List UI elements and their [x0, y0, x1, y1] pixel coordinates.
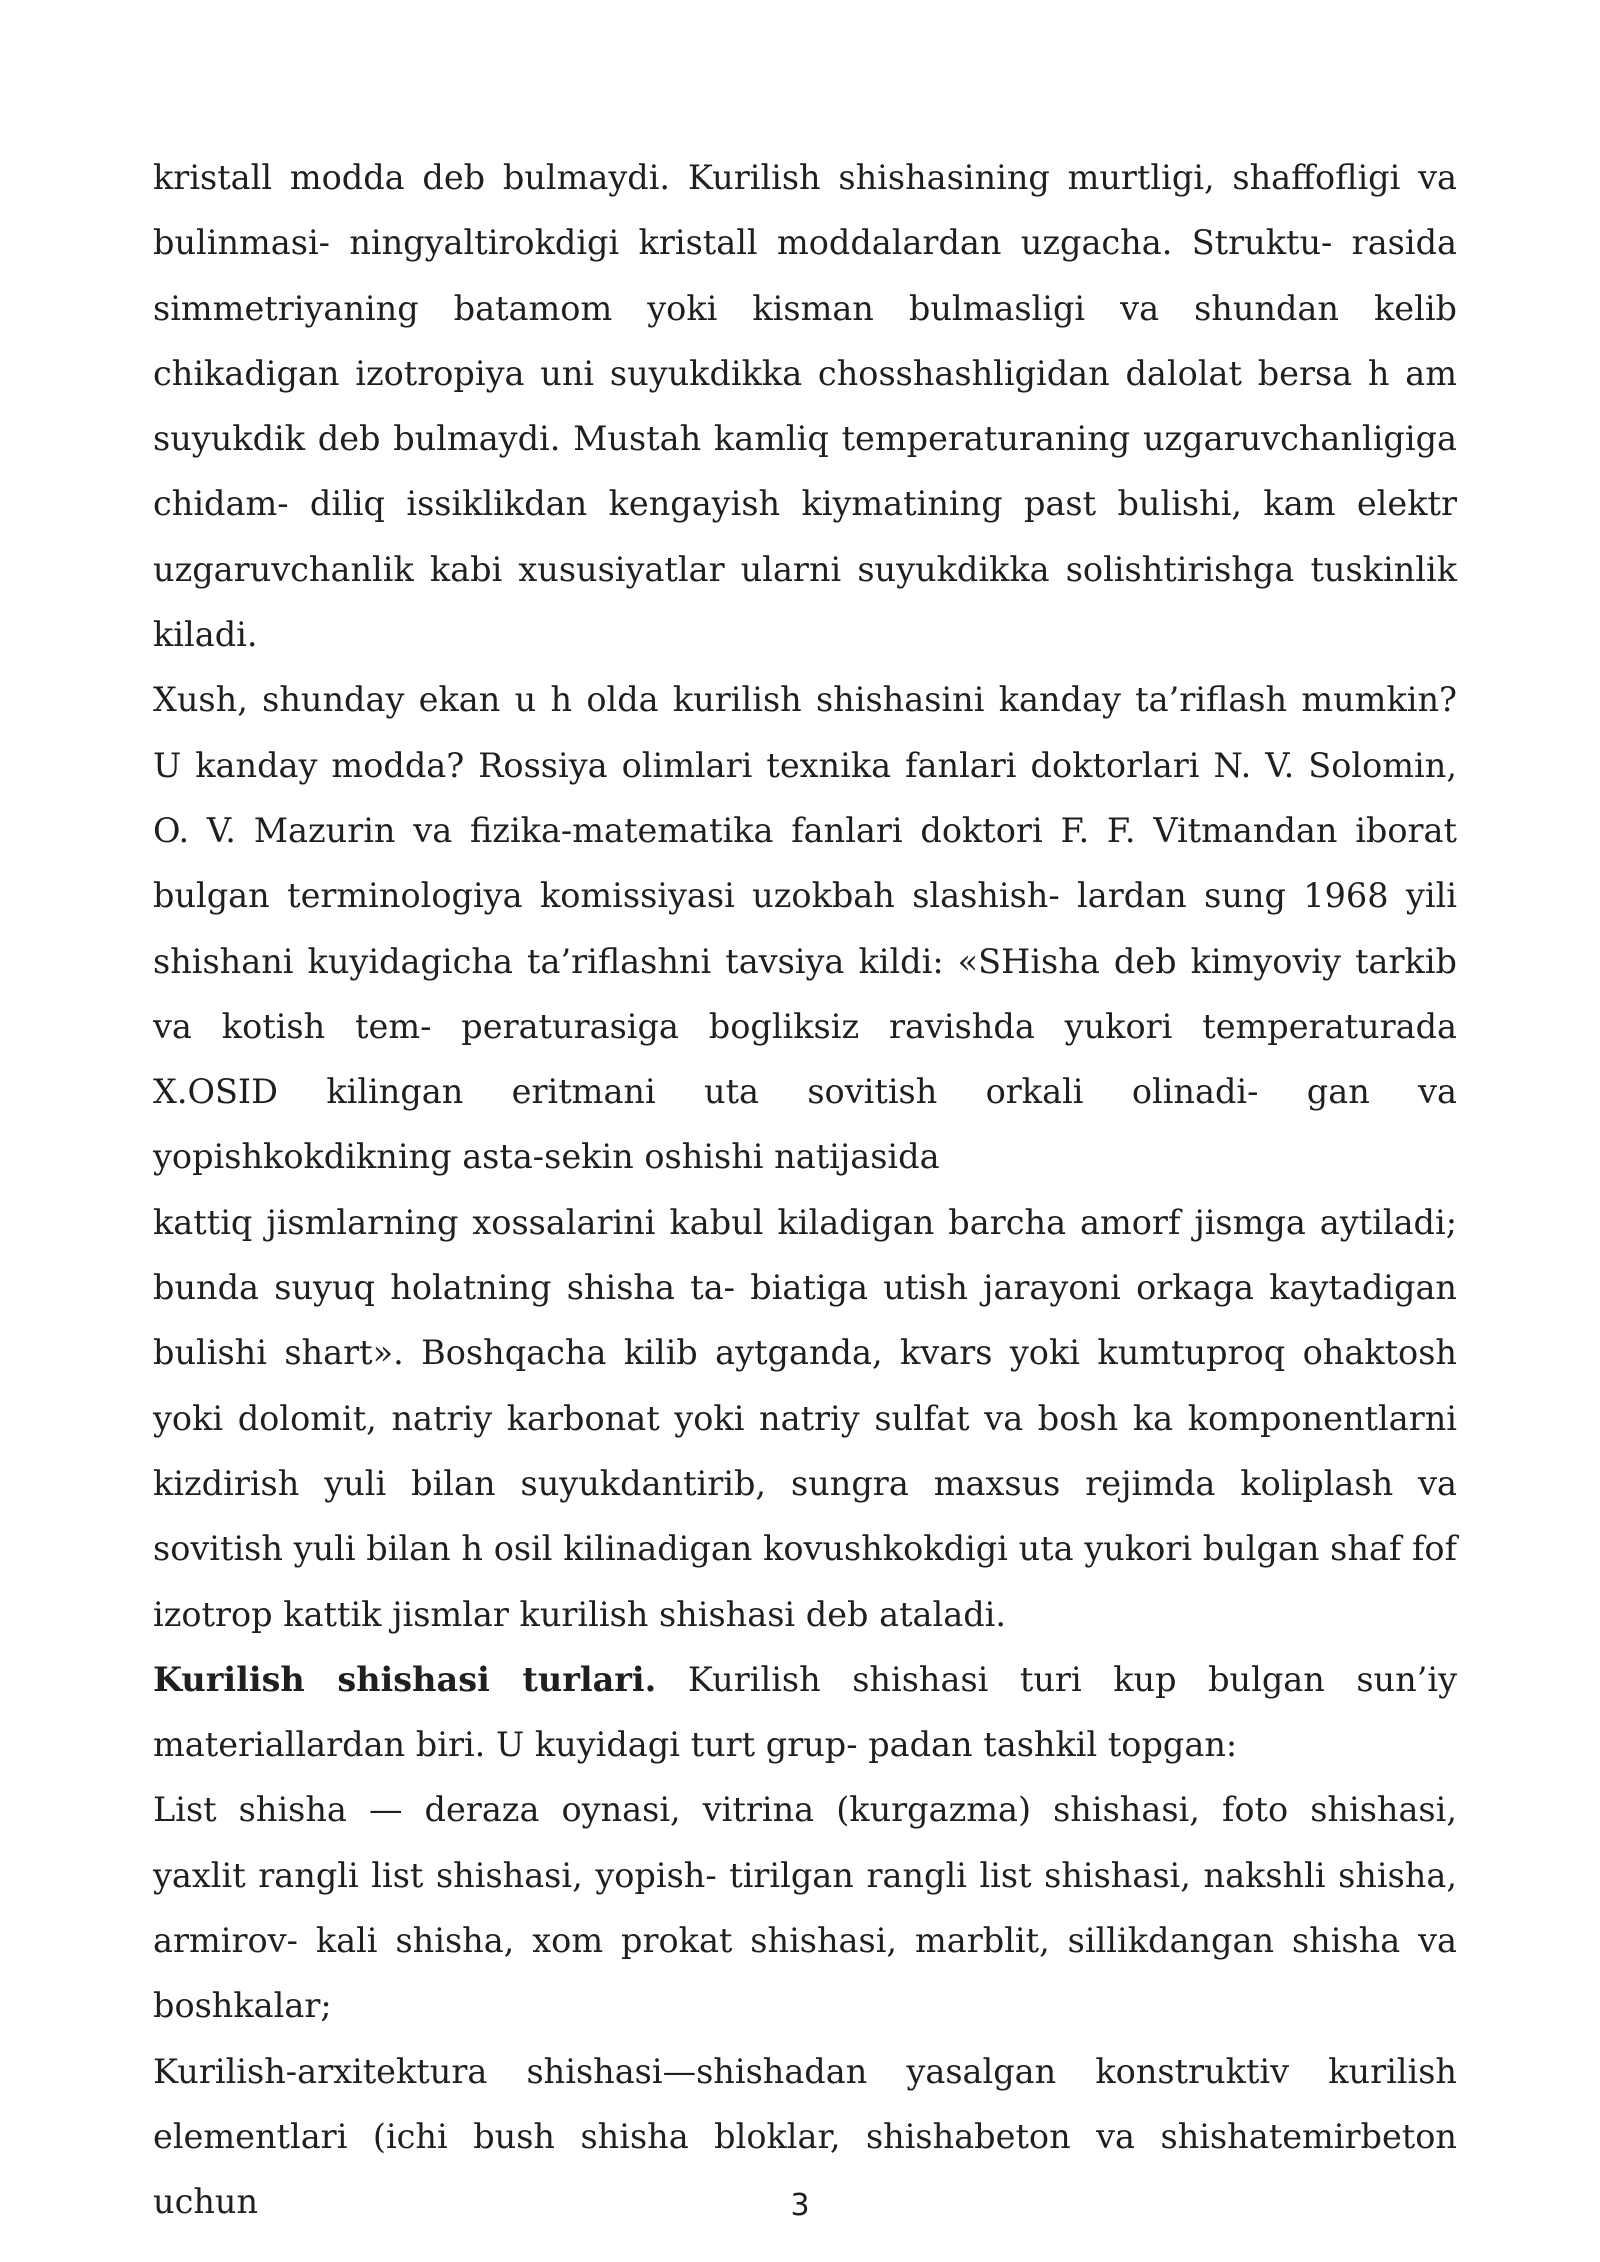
list-item-sheet-glass: List shisha — deraza oynasi, vitrina (kurgazma) shishasi, foto shishasi, yaxlit rangli list shishasi, yopish- tirilgan rangli list shishasi, nakshli shisha, armirov- kali shisha, xom prokat shishasi, marblit, sillikdangan shisha va boshkalar; [153, 1790, 1457, 2026]
section-heading: Kurilish shishasi turlari. [153, 1659, 657, 1699]
paragraph-1: kristall modda deb bulmaydi. Kurilish shishasining murtligi, shaffofligi va bulinmasi- ningyaltirokdigi kristall moddalardan uzgacha. Struktu- rasida simmetriyaning batamom yoki kisman bulmasligi va shundan kelib chikadigan izotropiya uni suyukdikka chosshashligidan dalolat bersa h am suyukdik deb bulmaydi. Mustah kamliq temperaturaning uzgaruvchanligiga chidam- diliq issiklikdan kengayish kiymatining past bulishi, kam elektr uzgaruvchanlik kabi xususiyatlar ularni suyukdikka solishtirishga tuskinlik kiladi. [153, 158, 1457, 655]
list-item-architectural-glass: Kurilish-arxitektura shishasi—shishadan yasalgan konstruktiv kurilish elementlari (ichi bush shisha bloklar, shishabeton va shishatemirbeton uchun [153, 2051, 1457, 2222]
paragraph-3: kattiq jismlarning xossalarini kabul kiladigan barcha amorf jismga aytiladi; bunda suyuq holatning shisha ta- biatiga utish jarayoni orkaga kaytadigan bulishi shart». Boshqacha kilib aytganda, kvars yoki kumtuproq ohaktosh yoki dolomit, natriy karbonat yoki natriy sulfat va bosh ka komponentlarni kizdirish yuli bilan suyukdantirib, sungra maxsus rejimda koliplash va sovitish yuli bilan h osil kilinadigan kovushkokdigi uta yukori bulgan shaf fof izotrop kattik jismlar kurilish shishasi deb ataladi. [153, 1202, 1457, 1634]
paragraph-2: Xush, shunday ekan u h olda kurilish shishasini kanday ta’riflash mumkin? U kanday modda? Rossiya olimlari texnika fanlari doktorlari N. V. Solomin, O. V. Mazurin va fizika-matematika fanlari doktori F. F. Vitmandan iborat bulgan terminologiya komissiyasi uzokbah slashish- lardan sung 1968 yili shishani kuyidagicha ta’riflashni tavsiya kildi: «SHisha deb kimyoviy tarkib va kotish tem- peraturasiga bogliksiz ravishda yukori temperaturada X.OSID kilingan eritmani uta sovitish orkali olinadi- gan va yopishkokdikning asta-sekin oshishi natijasida [153, 680, 1457, 1177]
section-paragraph [153, 1647, 1457, 1778]
document-body [153, 145, 1457, 2235]
section-intro: Kurilish shishasi turi kup bulgan sun’iy materiallardan biri. U kuyidagi turt grup- padan tashkil topgan: [153, 1659, 1457, 1765]
page-number: 3 [790, 2188, 810, 2223]
